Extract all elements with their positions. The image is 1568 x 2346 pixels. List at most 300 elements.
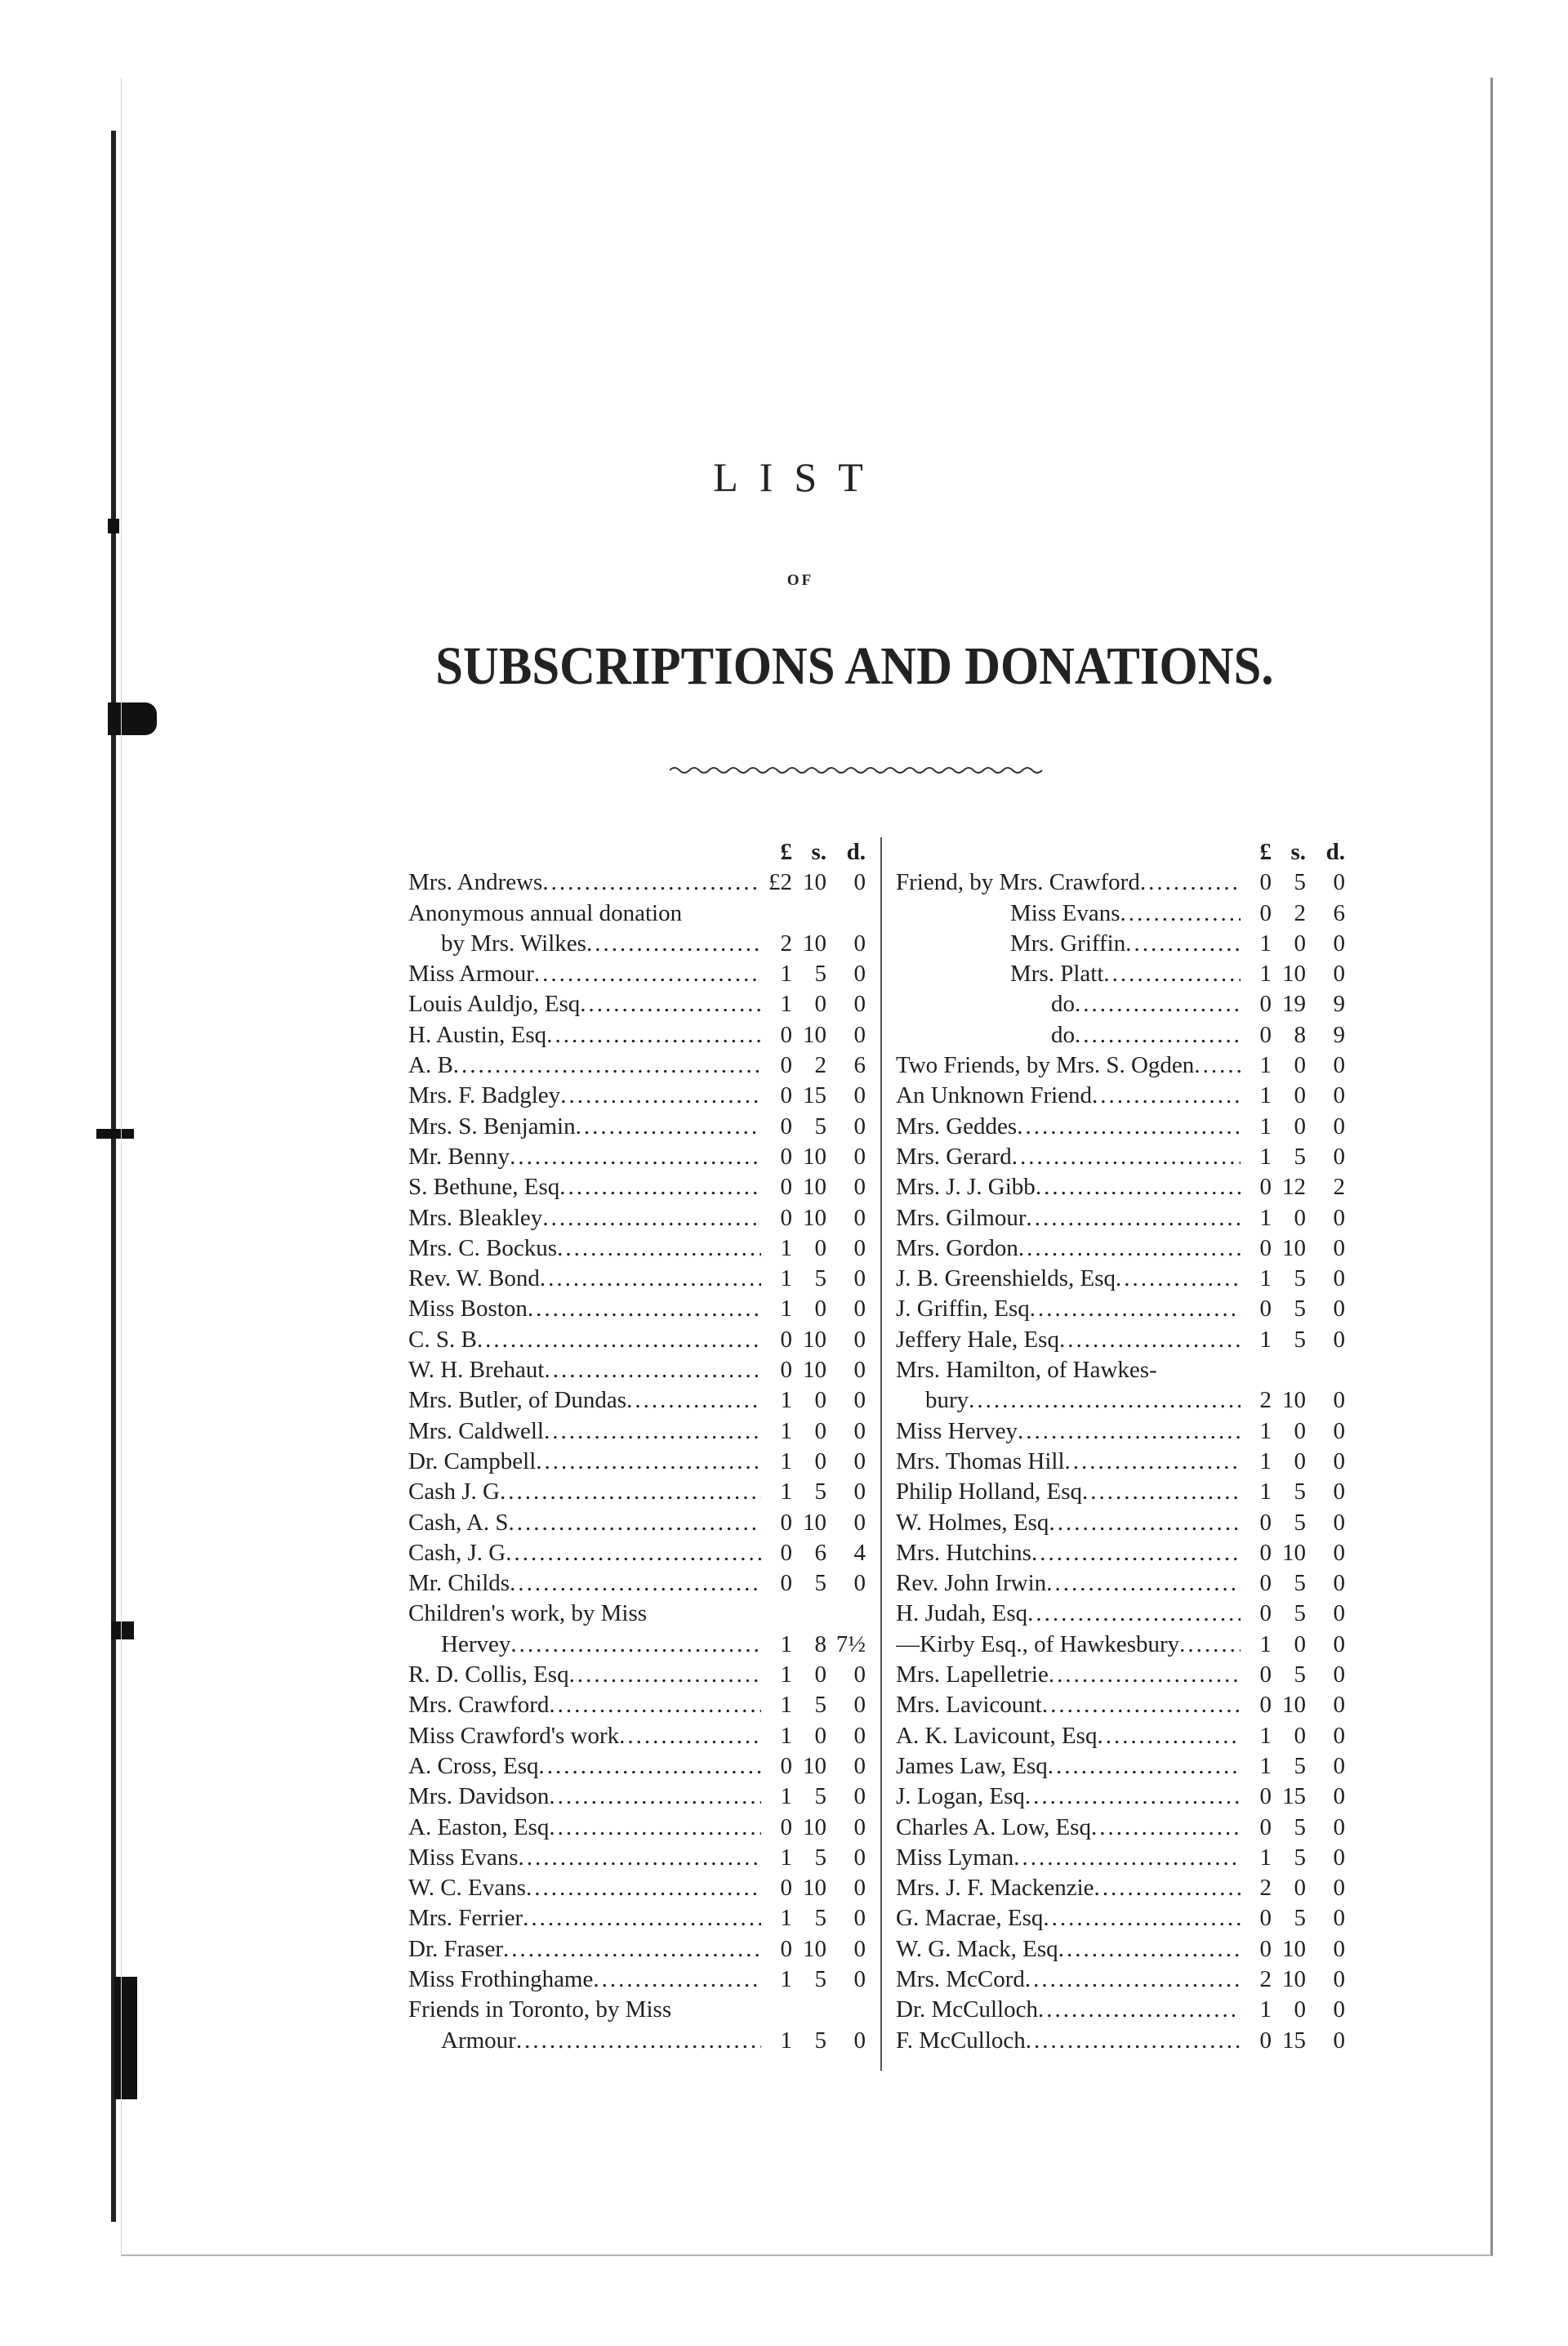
subscriber-name: J. Griffin, Esq xyxy=(896,1296,1030,1322)
subscription-row xyxy=(896,1965,1345,1995)
shillings-amount: 5 xyxy=(1294,1600,1306,1627)
shillings-amount: 15 xyxy=(803,1082,826,1109)
subscription-row xyxy=(408,1599,866,1629)
subscription-row xyxy=(896,989,1345,1019)
subscription-row xyxy=(896,1477,1345,1507)
shillings-amount: 0 xyxy=(1294,1082,1306,1109)
subscription-row xyxy=(408,1477,866,1507)
shillings-amount: 5 xyxy=(1294,1265,1306,1292)
leader-dots xyxy=(1018,1416,1241,1447)
shillings-amount: 5 xyxy=(1294,1509,1306,1536)
pence-amount: 0 xyxy=(1333,1965,1345,1992)
pounds-header: £ xyxy=(780,839,792,865)
subscription-row xyxy=(896,1385,1345,1416)
leader-dots xyxy=(626,1385,761,1416)
shillings-amount: 10 xyxy=(803,1174,826,1201)
subscriber-name: Cash, A. S xyxy=(408,1509,509,1536)
subscriber-name: Children's work, by Miss xyxy=(408,1600,648,1627)
pounds-amount: 0 xyxy=(1259,1509,1272,1536)
subscriber-name: Louis Auldjo, Esq xyxy=(408,991,581,1018)
shillings-amount: 0 xyxy=(1294,1204,1306,1231)
subscriber-name: Mrs. J. J. Gibb xyxy=(896,1174,1036,1201)
subscriber-name: Mrs. Hamilton, of Hawkes- xyxy=(896,1357,1157,1384)
right-column xyxy=(896,837,1345,2056)
pence-header: d. xyxy=(846,839,866,865)
subscriber-name: W. H. Brehaut xyxy=(408,1357,545,1384)
subscriber-name: J. B. Greenshields, Esq xyxy=(896,1265,1116,1292)
pence-amount: 0 xyxy=(1333,1143,1345,1170)
subscriber-name: Miss Boston xyxy=(408,1296,528,1322)
subscription-row xyxy=(408,1538,866,1568)
shillings-amount: 5 xyxy=(1294,1813,1306,1840)
shillings-amount: 10 xyxy=(803,1509,826,1536)
pounds-amount: 1 xyxy=(1259,1143,1272,1170)
subscriber-name: Miss Lyman xyxy=(896,1844,1014,1871)
pence-amount: 0 xyxy=(1333,1113,1345,1140)
subscription-row xyxy=(896,1050,1345,1081)
subscriber-name: Mrs. Crawford xyxy=(408,1692,550,1719)
subscription-row xyxy=(408,1660,866,1690)
shillings-amount: 0 xyxy=(814,1234,826,1261)
pence-amount: 0 xyxy=(1333,1630,1345,1657)
pence-amount: 0 xyxy=(853,1234,866,1261)
leader-dots xyxy=(1058,1934,1241,1965)
subscription-row xyxy=(896,1416,1345,1447)
pounds-amount: 1 xyxy=(1259,1417,1272,1444)
pounds-amount: 0 xyxy=(1259,1813,1272,1840)
shillings-amount: 5 xyxy=(814,1783,826,1810)
shillings-amount: 5 xyxy=(1294,1905,1306,1932)
pounds-amount: 0 xyxy=(1259,1783,1272,1810)
shillings-amount: 19 xyxy=(1282,991,1306,1018)
pounds-amount: 1 xyxy=(1259,1479,1272,1505)
pounds-amount: 0 xyxy=(1259,2027,1272,2054)
subscription-row xyxy=(408,1843,866,1873)
pounds-amount: 1 xyxy=(1259,1722,1272,1749)
shillings-amount: 0 xyxy=(1294,1722,1306,1749)
pence-amount: 9 xyxy=(1333,991,1345,1018)
pounds-amount: 0 xyxy=(1259,1935,1272,1962)
subscriber-name: Dr. Fraser xyxy=(408,1935,503,1962)
shillings-amount: 5 xyxy=(1294,1570,1306,1597)
leader-dots xyxy=(503,1934,761,1965)
subscriber-name: Mrs. Lavicount xyxy=(896,1692,1042,1719)
leader-dots xyxy=(506,1538,761,1568)
subscriber-name: Mrs. Hutchins xyxy=(896,1539,1031,1566)
pounds-amount: 0 xyxy=(1259,1296,1272,1322)
leader-dots xyxy=(1026,2026,1241,2056)
subscription-row xyxy=(408,1903,866,1933)
subscription-row xyxy=(896,959,1345,989)
subscription-row xyxy=(896,1934,1345,1965)
shillings-amount: 5 xyxy=(814,2027,826,2054)
subscription-row xyxy=(408,1721,866,1751)
subscriber-name: Friends in Toronto, by Miss xyxy=(408,1996,672,2023)
subscription-row xyxy=(408,1294,866,1324)
subscription-row xyxy=(408,1203,866,1233)
subscription-row xyxy=(896,1112,1345,1142)
subscriber-name: An Unknown Friend xyxy=(896,1082,1093,1109)
leader-dots xyxy=(1017,1112,1241,1142)
pence-amount: 0 xyxy=(1333,1509,1345,1536)
leader-dots xyxy=(544,1355,761,1385)
pounds-amount: 0 xyxy=(780,1357,792,1384)
leader-dots xyxy=(549,1782,761,1812)
leader-dots xyxy=(510,1142,761,1172)
shillings-amount: 10 xyxy=(1282,1935,1306,1962)
subscription-row xyxy=(896,1751,1345,1782)
decorative-rule xyxy=(670,764,1045,775)
shillings-amount: 10 xyxy=(803,1935,826,1962)
shillings-amount: 5 xyxy=(814,1479,826,1505)
subscriber-name: Dr. McCulloch xyxy=(896,1996,1038,2023)
subscriber-name: Mrs. Gilmour xyxy=(896,1204,1027,1231)
pounds-amount: 0 xyxy=(1259,1905,1272,1932)
subscription-row xyxy=(408,899,866,929)
pence-amount: 0 xyxy=(853,1722,866,1749)
subscription-row xyxy=(408,989,866,1019)
pounds-amount: 1 xyxy=(780,1722,792,1749)
pounds-amount: 0 xyxy=(780,1813,792,1840)
leader-dots xyxy=(549,1690,761,1720)
subscriber-name: bury xyxy=(925,1387,969,1414)
pounds-amount: 0 xyxy=(780,1174,792,1201)
leader-dots xyxy=(1082,1477,1241,1507)
column-header xyxy=(896,837,1345,867)
shillings-amount: 2 xyxy=(1294,899,1306,926)
pounds-amount: 0 xyxy=(780,1509,792,1536)
leader-dots xyxy=(1094,1873,1241,1903)
subscriber-name: F. McCulloch xyxy=(896,2027,1026,2054)
pence-amount: 0 xyxy=(853,1326,866,1353)
subscription-row xyxy=(408,1782,866,1812)
subscription-row xyxy=(896,929,1345,959)
subscription-row xyxy=(408,1630,866,1660)
leader-dots xyxy=(580,989,761,1019)
leader-dots xyxy=(1116,1264,1241,1294)
subscription-row xyxy=(408,1873,866,1903)
pounds-amount: 1 xyxy=(780,1387,792,1414)
leader-dots xyxy=(540,1264,761,1294)
leader-dots xyxy=(557,1233,761,1264)
shillings-amount: 0 xyxy=(814,991,826,1018)
leader-dots xyxy=(1027,1203,1241,1233)
leader-dots xyxy=(1157,1355,1241,1385)
pounds-amount: 1 xyxy=(1259,1844,1272,1871)
pence-amount: 0 xyxy=(1333,1935,1345,1962)
subscription-row xyxy=(408,1233,866,1264)
pence-amount: 0 xyxy=(853,1844,866,1871)
subscription-row xyxy=(896,1813,1345,1843)
pounds-amount: 0 xyxy=(1259,1692,1272,1719)
subscription-row xyxy=(896,1782,1345,1812)
subscriber-name: Two Friends, by Mrs. S. Ogden xyxy=(896,1052,1195,1079)
pence-amount: 0 xyxy=(853,961,866,988)
subscription-row xyxy=(408,1690,866,1720)
subscriber-name: H. Austin, Esq xyxy=(408,1021,547,1048)
subscriber-name: C. S. B xyxy=(408,1326,477,1353)
subscriber-name: do xyxy=(1051,991,1075,1018)
pounds-amount: 0 xyxy=(1259,869,1272,896)
shillings-amount: 5 xyxy=(814,1113,826,1140)
pounds-amount: 0 xyxy=(780,1052,792,1079)
subscription-row xyxy=(408,1142,866,1172)
pence-amount: 0 xyxy=(853,1905,866,1932)
pence-amount: 0 xyxy=(1333,1996,1345,2023)
subscriber-name: S. Bethune, Esq xyxy=(408,1174,560,1201)
shillings-amount: 5 xyxy=(814,1692,826,1719)
pence-amount: 0 xyxy=(853,1387,866,1414)
leader-dots xyxy=(477,1325,761,1355)
pence-amount: 0 xyxy=(1333,1844,1345,1871)
pence-amount: 0 xyxy=(1333,1813,1345,1840)
subscriber-name: Miss Evans xyxy=(408,1844,519,1871)
shillings-amount: 10 xyxy=(803,930,826,957)
pence-amount: 0 xyxy=(853,991,866,1018)
shillings-amount: 10 xyxy=(803,1357,826,1384)
pounds-amount: 1 xyxy=(780,1630,792,1657)
leader-dots xyxy=(523,1903,761,1933)
subscriber-name: Anonymous annual donation xyxy=(408,899,683,926)
pounds-amount: 0 xyxy=(1259,1570,1272,1597)
leader-dots xyxy=(1059,1325,1241,1355)
pence-amount: 0 xyxy=(1333,961,1345,988)
pence-amount: 0 xyxy=(1333,1296,1345,1322)
leader-dots xyxy=(1046,1568,1241,1599)
pounds-amount: 1 xyxy=(1259,1052,1272,1079)
leader-dots xyxy=(542,867,761,898)
subscription-row xyxy=(896,1660,1345,1690)
pounds-amount: 0 xyxy=(1259,991,1272,1018)
left-column xyxy=(408,837,866,2056)
subscriber-name: Mr. Benny xyxy=(408,1143,510,1170)
subscription-row xyxy=(408,1081,866,1111)
subscriber-name: Miss Armour xyxy=(408,961,534,988)
pounds-amount: 1 xyxy=(1259,1447,1272,1474)
shillings-amount: 5 xyxy=(1294,869,1306,896)
subscriber-name: Mrs. J. F. Mackenzie xyxy=(896,1875,1094,1902)
pounds-amount: 1 xyxy=(780,1692,792,1719)
column-header xyxy=(408,837,866,867)
subscription-row xyxy=(408,1965,866,1995)
pounds-amount: 1 xyxy=(1259,1204,1272,1231)
subscriber-name: Mrs. Geddes xyxy=(896,1113,1018,1140)
subscription-row xyxy=(896,1264,1345,1294)
subscriber-name: Charles A. Low, Esq xyxy=(896,1813,1091,1840)
leader-dots xyxy=(516,2026,761,2056)
shillings-amount: 10 xyxy=(803,1021,826,1048)
subscription-row xyxy=(408,1447,866,1477)
shillings-amount: 5 xyxy=(1294,1326,1306,1353)
leader-dots xyxy=(1092,1081,1241,1111)
pounds-amount: 1 xyxy=(780,1265,792,1292)
leader-dots xyxy=(647,1599,761,1629)
leader-dots xyxy=(549,1813,761,1843)
shillings-amount: 5 xyxy=(1294,1844,1306,1871)
pounds-amount: 1 xyxy=(1259,961,1272,988)
pence-amount: 0 xyxy=(853,1813,866,1840)
subscriber-name: Philip Holland, Esq xyxy=(896,1479,1082,1505)
pence-amount: 0 xyxy=(1333,1265,1345,1292)
pence-amount: 0 xyxy=(1333,1234,1345,1261)
shillings-amount: 5 xyxy=(814,1905,826,1932)
pence-amount: 0 xyxy=(1333,1387,1345,1414)
subscription-row xyxy=(896,1142,1345,1172)
shillings-amount: 8 xyxy=(1294,1021,1306,1048)
leader-dots xyxy=(1120,899,1241,929)
subscriber-name: Mrs. McCord xyxy=(896,1965,1025,1992)
subscription-row xyxy=(408,1416,866,1447)
subscriber-name: H. Judah, Esq xyxy=(896,1600,1028,1627)
pounds-amount: 1 xyxy=(780,1479,792,1505)
subscriber-name: Mrs. Thomas Hill xyxy=(896,1447,1065,1474)
column-divider xyxy=(880,837,882,2071)
subscriber-name: Mrs. Butler, of Dundas xyxy=(408,1387,627,1414)
leader-dots xyxy=(453,1050,761,1081)
leader-dots xyxy=(586,929,761,959)
subscriber-name: do xyxy=(1051,1021,1075,1048)
pounds-amount: 0 xyxy=(1259,1661,1272,1688)
subscriber-name: Armour xyxy=(441,2027,516,2054)
shillings-amount: 0 xyxy=(1294,1630,1306,1657)
leader-dots xyxy=(539,1751,761,1782)
pence-amount: 0 xyxy=(1333,1722,1345,1749)
shillings-amount: 5 xyxy=(814,1965,826,1992)
subscriber-name: —Kirby Esq., of Hawkesbury xyxy=(896,1630,1180,1657)
shillings-amount: 10 xyxy=(1282,1539,1306,1566)
pence-amount: 0 xyxy=(1333,2027,1345,2054)
subscriber-name: Cash, J. G xyxy=(408,1539,506,1566)
pounds-amount: 0 xyxy=(780,1752,792,1779)
pounds-amount: 0 xyxy=(1259,899,1272,926)
heading-of: OF xyxy=(786,572,814,589)
pence-amount: 0 xyxy=(853,1021,866,1048)
pence-amount: 2 xyxy=(1333,1174,1345,1201)
subscription-row xyxy=(896,1995,1345,2025)
subscription-row xyxy=(408,1385,866,1416)
pence-amount: 0 xyxy=(1333,1479,1345,1505)
pounds-amount: 1 xyxy=(780,1905,792,1932)
pence-amount: 0 xyxy=(1333,1661,1345,1688)
leader-dots xyxy=(559,1172,761,1202)
shillings-amount: 10 xyxy=(803,1752,826,1779)
pence-amount: 0 xyxy=(853,1204,866,1231)
subscription-row xyxy=(896,1903,1345,1933)
pounds-amount: 0 xyxy=(780,1021,792,1048)
pence-amount: 0 xyxy=(853,1113,866,1140)
subscription-row xyxy=(408,1751,866,1782)
pounds-amount: 1 xyxy=(1259,1082,1272,1109)
subscription-row xyxy=(408,1325,866,1355)
subscription-row xyxy=(408,1050,866,1081)
pounds-amount: 0 xyxy=(780,1204,792,1231)
pence-header: d. xyxy=(1325,839,1345,865)
subscription-row xyxy=(408,2026,866,2056)
leader-dots xyxy=(526,1873,761,1903)
subscriber-name: Mrs. Andrews xyxy=(408,869,543,896)
shillings-amount: 0 xyxy=(814,1661,826,1688)
pence-amount: 0 xyxy=(1333,1326,1345,1353)
leader-dots xyxy=(1091,1813,1241,1843)
pounds-amount: 1 xyxy=(780,991,792,1018)
pounds-amount: 1 xyxy=(780,961,792,988)
subscription-row xyxy=(896,1508,1345,1538)
pounds-amount: 0 xyxy=(780,1113,792,1140)
leader-dots xyxy=(1048,1751,1241,1782)
shillings-amount: 0 xyxy=(1294,1052,1306,1079)
shillings-amount: 10 xyxy=(1282,1387,1306,1414)
leader-dots xyxy=(519,1843,761,1873)
pounds-amount: 1 xyxy=(780,1447,792,1474)
pence-amount: 0 xyxy=(853,1661,866,1688)
pence-amount: 0 xyxy=(853,1417,866,1444)
shillings-amount: 5 xyxy=(814,961,826,988)
subscription-row xyxy=(408,929,866,959)
subscription-row xyxy=(408,1813,866,1843)
subscriber-name: by Mrs. Wilkes xyxy=(441,930,586,957)
pounds-amount: 1 xyxy=(1259,1630,1272,1657)
leader-dots xyxy=(1031,1538,1241,1568)
pounds-amount: 1 xyxy=(780,1783,792,1810)
pounds-header: £ xyxy=(1259,839,1272,865)
subscription-row xyxy=(408,1934,866,1965)
subscription-row xyxy=(896,2026,1345,2056)
pounds-amount: 1 xyxy=(780,2027,792,2054)
leader-dots xyxy=(1097,1721,1241,1751)
leader-dots xyxy=(542,1203,761,1233)
pence-amount: 0 xyxy=(853,1570,866,1597)
subscriber-name: Miss Evans xyxy=(1010,899,1120,926)
subscriber-name: Friend, by Mrs. Crawford xyxy=(896,869,1140,896)
pence-amount: 0 xyxy=(1333,1600,1345,1627)
pence-amount: 0 xyxy=(1333,1204,1345,1231)
pence-amount: 0 xyxy=(1333,1447,1345,1474)
pence-amount: 0 xyxy=(1333,1692,1345,1719)
leader-dots xyxy=(1018,1233,1241,1264)
pence-amount: 0 xyxy=(1333,930,1345,957)
pence-amount: 0 xyxy=(853,1143,866,1170)
shillings-amount: 5 xyxy=(1294,1296,1306,1322)
shillings-amount: 5 xyxy=(1294,1661,1306,1688)
binding-edge xyxy=(111,131,116,2222)
pounds-amount: 1 xyxy=(1259,1996,1272,2023)
pence-amount: 0 xyxy=(853,1296,866,1322)
subscription-row xyxy=(896,1630,1345,1660)
leader-dots xyxy=(1049,1508,1241,1538)
leader-dots xyxy=(1075,989,1241,1019)
pence-amount: 0 xyxy=(853,1265,866,1292)
pence-amount: 0 xyxy=(1333,869,1345,896)
pence-amount: 0 xyxy=(853,2027,866,2054)
pence-amount: 0 xyxy=(853,869,866,896)
pence-amount: 0 xyxy=(1333,1539,1345,1566)
pounds-amount: 1 xyxy=(780,1661,792,1688)
subscriber-name: G. Macrae, Esq xyxy=(896,1905,1044,1932)
subscriber-name: Mrs. Lapelletrie xyxy=(896,1661,1049,1688)
leader-dots xyxy=(528,1294,761,1324)
pounds-amount: 1 xyxy=(1259,1326,1272,1353)
subscription-row xyxy=(896,1599,1345,1629)
subscriber-name: James Law, Esq xyxy=(896,1752,1048,1779)
subscriber-name: Mrs. Gordon xyxy=(896,1234,1018,1261)
leader-dots xyxy=(1042,1690,1241,1720)
pence-amount: 9 xyxy=(1333,1021,1345,1048)
subscriber-name: Miss Hervey xyxy=(896,1417,1018,1444)
shillings-amount: 0 xyxy=(814,1387,826,1414)
subscriber-name: Hervey xyxy=(441,1630,511,1657)
subscriber-name: Mrs. Gerard xyxy=(896,1143,1012,1170)
shillings-amount: 5 xyxy=(1294,1479,1306,1505)
